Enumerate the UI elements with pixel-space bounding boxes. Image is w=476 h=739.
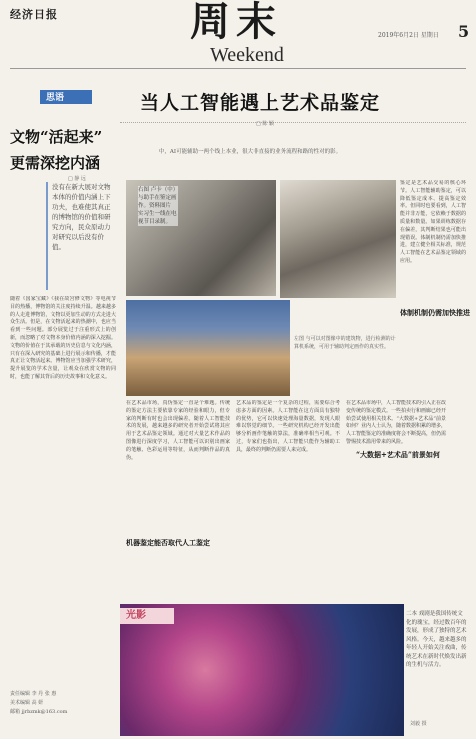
paper-name: 经济日报 [10, 8, 58, 21]
issue-date: 2019年6月2日 星期日 [378, 32, 439, 39]
photo-examining-painting [280, 180, 396, 298]
masthead-rule [10, 68, 466, 69]
intro-text: 中，AI可能辅助一两个线上本业，很大非直接的业务流程和路的性对的影。 [158, 149, 342, 155]
photo-castle-detection [126, 300, 290, 396]
body-column-b: 艺术品的鉴定是一个复杂的过程，需要综合考虑多方面的因素。人工智能在这方面具有独特的优势，它可以快速处理海量数据，发现人眼难以察觉的细节。一些研究机构已经开发出能够分析画作笔触的算法，准确率相当可观。不过，专家们也指出，人工智能只能作为辅助工具，最终的判断仍需要人来完成。 [236, 400, 340, 453]
photo-credit: 刘毅 摄 [410, 721, 427, 727]
left-article-title-2: 更需深挖内涵 [10, 154, 101, 172]
subhead-mechanism: 体制机制仍需加快推进 [400, 308, 470, 317]
opera-description: 二本 戏剧是我国传统文化的瑰宝，经过数百年的发展，形成了独特的艺术风格。今天，越来越多的年轻人开始关注戏曲，传统艺术在新时代焕发出新的生机与活力。 [406, 611, 467, 668]
subhead-ai-vs-human: 机器鉴定能否取代人工鉴定 [126, 538, 210, 547]
section-tag-thoughts: 思语 [40, 90, 92, 104]
main-byline: □ 陈 颖 [256, 121, 274, 127]
photo-caption-1: 右图 卢卡（中）与助手在鉴定画作。资料图片 实习生一线在电视节目录制。 [138, 187, 177, 225]
body-column-c: 在艺术品市场中，人工智能技术的引入正在改变传统的鉴定模式。一些拍卖行和画廊已经开始尝试使用相关技术。“大数据+艺术品”前景如何？业内人士认为，随着数据积累的增多，人工智能鉴定的准确度将会不断提高，但仍需警惕技术滥用带来的风险。 [346, 400, 446, 445]
left-article-body: 随着《国家宝藏》《我在故宫修文物》等电视节目的热播，博物馆的关注度持续升温。越来越多的人走进博物馆，文物以更加生动的方式走进大众生活。但是，在文物活起来的热潮中，也应当看到一些问题。部分展览过于注重形式上的创新，而忽略了对文物本身价值内涵的深入挖掘。文物的价值在于其承载的历史信息与文化内涵，只有在深入研究的基础上进行展示和传播，才能真正让文物活起来。博物馆应当加强学术研究，提升展览的学术含量，让观众在欣赏文物的同时，也能了解其背后的历史故事和文化意义。 [10, 296, 116, 380]
section-logo: 周末 [190, 0, 282, 45]
page-number: 5 [458, 22, 470, 41]
left-article-byline: □ 静 远 [68, 176, 86, 182]
left-article-title-1: 文物“活起来” [10, 128, 103, 146]
dotted-divider [120, 122, 466, 124]
section-logo-sub: Weekend [210, 44, 284, 66]
photo-caption-3: 左图 与可以对图像中的建筑物，进行检测的计算机系统，可用于辅助判定画作的真实性。 [294, 336, 396, 350]
body-column-right: 鉴定是艺术品交易的核心环节。人工智能辅助鉴定，可以降低鉴定成本、提高鉴定效率。但同时也要看到，人工智能并非万能，它依赖于数据的质量和数量。如果训练数据存在偏差，其判断结果也可能出现错误。体制机制仍需加快推进，建立健全相关标准，规范人工智能在艺术品鉴定领域的应用。 [400, 180, 466, 264]
editor-line: 责任编辑 李 丹 张 惠 [10, 691, 57, 697]
main-headline: 当人工智能遇上艺术品鉴定 [140, 92, 381, 114]
editor-credits [10, 690, 116, 717]
pull-quote: 没有在新大展对文物本体的价值内涵上下功夫，也难使其真正的博物馆的价值和研究方向，民众原动力对研究以后没有价值。 [46, 182, 114, 290]
section-tag-light-shadow: 光影 [120, 608, 174, 624]
body-column-a: 在艺术品市场，真伪鉴定一直是个难题。传统的鉴定方法主要依靠专家的经验和眼力，但专家的判断有时也会出现偏差。随着人工智能技术的发展，越来越多的研究者开始尝试将其应用于艺术品鉴定领域。通过对大量艺术作品的图像进行深度学习，人工智能可以识别出画家的笔触、色彩运用等特征，从而判断作品的真伪。 [126, 400, 230, 461]
art-editor-line: 美术编辑 高 妍 [10, 700, 44, 706]
subhead-big-data: “大数据+艺术品”前景如何 [356, 450, 440, 459]
email-line: 邮箱 jjrbzmk@163.com [10, 709, 68, 715]
